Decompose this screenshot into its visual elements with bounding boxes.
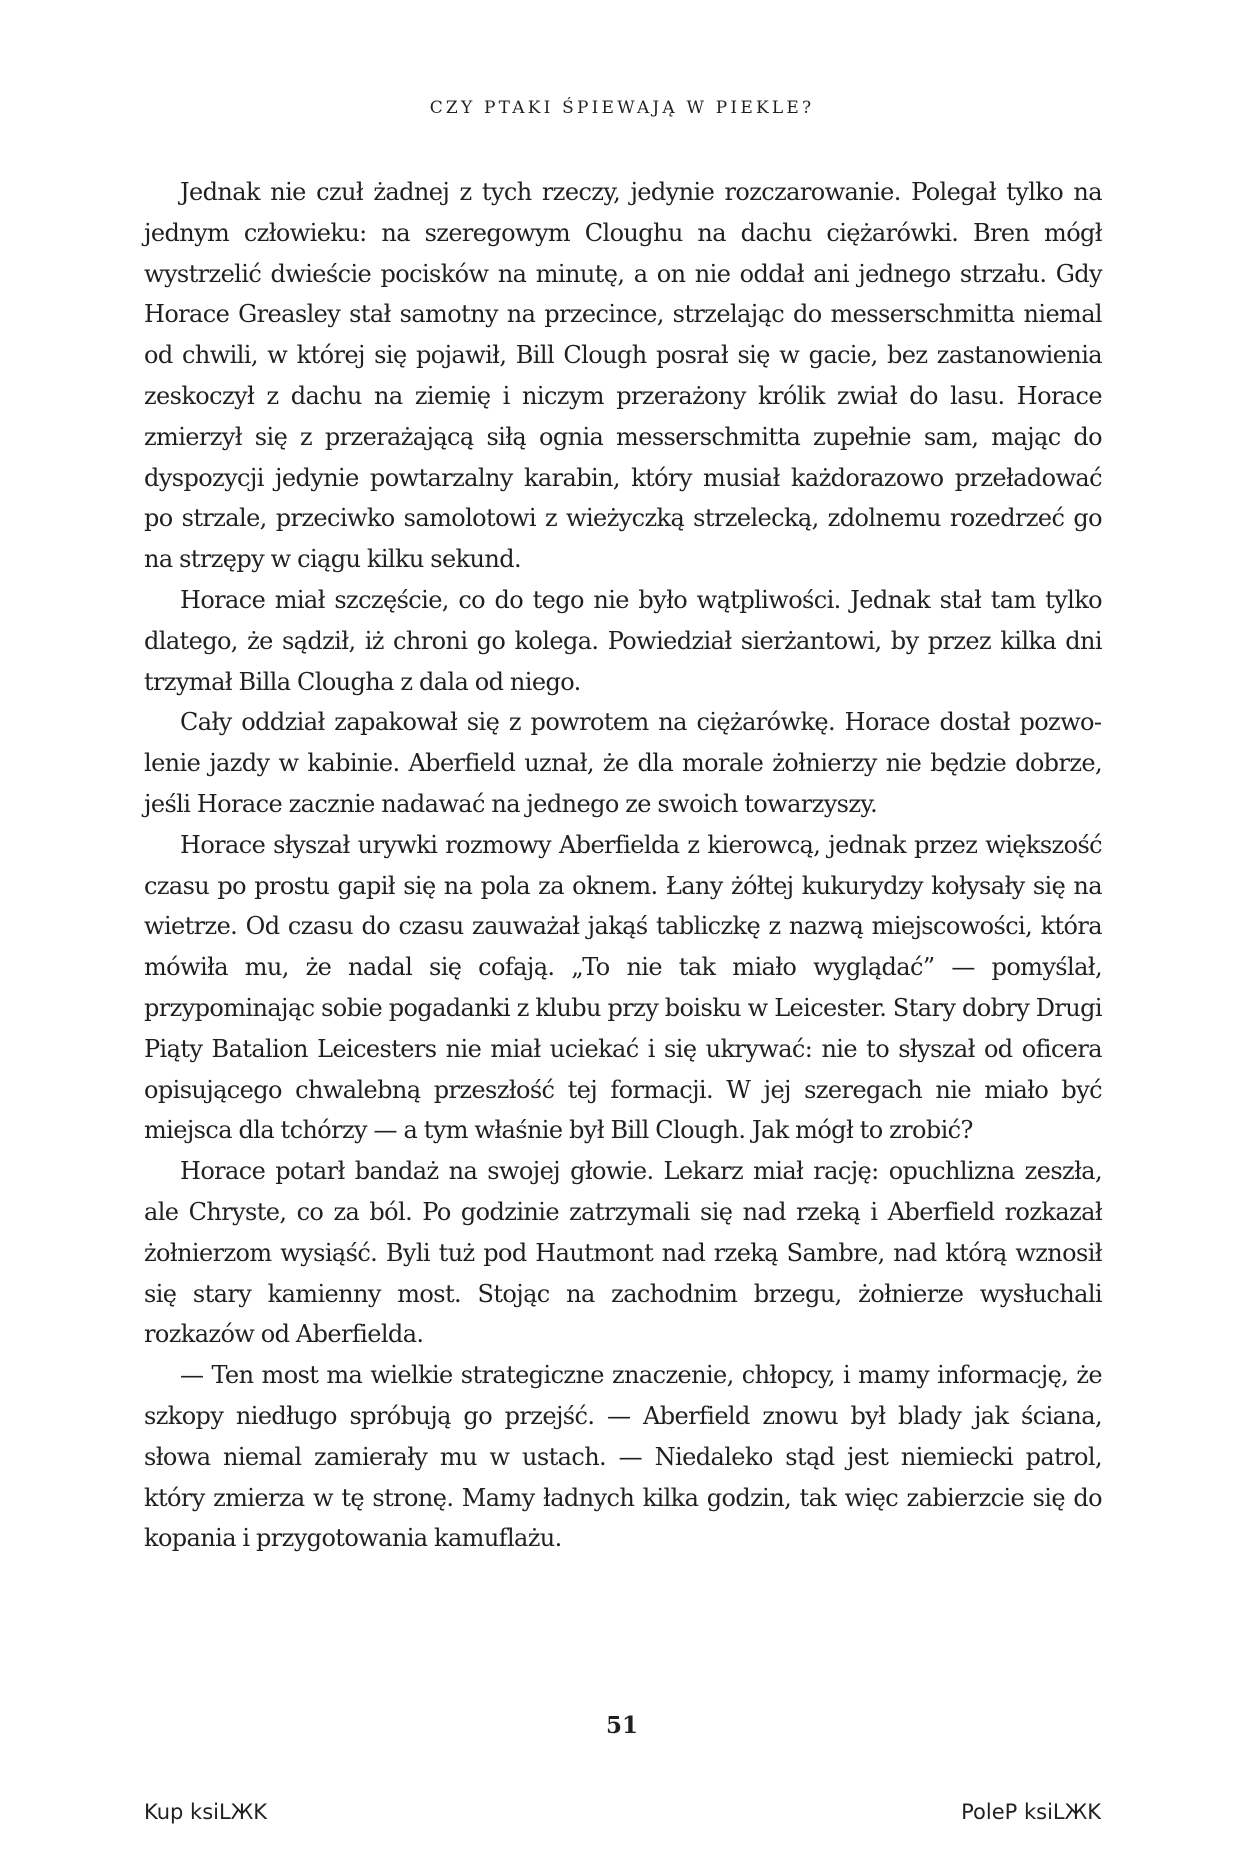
paragraph: — Ten most ma wielkie strategiczne znaczenie, chłopcy, i mamy informację, że szkopy niedługo spróbują go przejść. — Aberfield znowu był blady jak ściana, słowa niemal zamierały mu w ustach. — Niedaleko stąd jest niemiecki patrol, który zmierza w tę stronę. Mamy ładnych kilka godzin, tak więc zabierzcie się do kopania i przygotowania kamuflażu. [144,1361,1102,1553]
paragraph: Jednak nie czuł żadnej z tych rzeczy, jedynie rozczarowanie. Polegał tylko na jednym człowieku: na szeregowym Cloughu na dachu ciężarówki. Bren mógł wystrzelić dwieście pocisków na minutę, a on nie oddał ani jednego strzału. Gdy Horace Greasley stał samotny na przecince, strzelając do messerschmitta niemal od chwili, w której się pojawił, Bill Clough posrał się w gacie, bez zastanowienia zeskoczył z dachu na ziemię i niczym przerażony królik zwiał do lasu. Horace zmierzył się z przerażającą siłą ognia messerschmitta zupełnie sam, mając do dyspozycji jedynie powtarzalny karabin, który musiał każdorazowo przeładować po strzale, przeciwko samolotowi z wieżyczką strzelecką, zdolnemu rozedrzeć go na strzępy w ciągu kilku sekund. [144,178,1102,574]
paragraph: Horace miał szczęście, co do tego nie było wątpliwości. Jednak stał tam tylko dlatego, że sądził, iż chroni go kolega. Powiedział sierżantowi, by przez kilka dni trzymał Billa Clougha z dala od niego. [144,585,1102,696]
paragraph: Cały oddział zapakował się z powrotem na ciężarówkę. Horace dostał pozwolenie jazdy w kabinie. Aberfield uznał, że dla morale żołnierzy nie będzie dobrze, jeśli Horace zacznie nadawać na jednego ze swoich towarzyszy. [144,708,1102,818]
running-head: CZY PTAKI ŚPIEWAJĄ W PIEKLE? [429,98,815,118]
footer-buy-link[interactable]: Kup ksiLЖK [144,1800,268,1824]
page-number: 51 [605,1712,638,1739]
footer-recommend-link[interactable]: PoleP ksiLЖK [961,1800,1101,1824]
paragraph: Horace potarł bandaż na swojej głowie. Lekarz miał rację: opuchlizna zeszła, ale Chryste, co za ból. Po godzinie zatrzymali się nad rzeką i Aberfield rozkazał żołnierzom wysiąść. Byli tuż pod Hautmont nad rzeką Sambre, nad którą wznosił się stary kamienny most. Stojąc na zachodnim brzegu, żołnierze wysłuchali rozkazów od Aberfielda. [144,1157,1102,1349]
body-text [144,172,1102,1559]
paragraph: Horace słyszał urywki rozmowy Aberfielda z kierowcą, jednak przez większość czasu po prostu gapił się na pola za oknem. Łany żółtej kukurydzy kołysały się na wietrze. Od czasu do czasu zauważał jakąś tabliczkę z nazwą miejscowości, która mówiła mu, że nadal się cofają. „To nie tak miało wyglądać” — pomyślał, przypominając sobie pogadanki z klubu przy boisku w Leicester. Stary dobry Drugi Piąty Batalion Leicesters nie miał uciekać i się ukrywać: nie to słyszał od oficera opisującego chwalebną przeszłość tej formacji. W jej szeregach nie miało być miejsca dla tchórzy — a tym właśnie był Bill Clough. Jak mógł to zrobić? [144,830,1102,1145]
